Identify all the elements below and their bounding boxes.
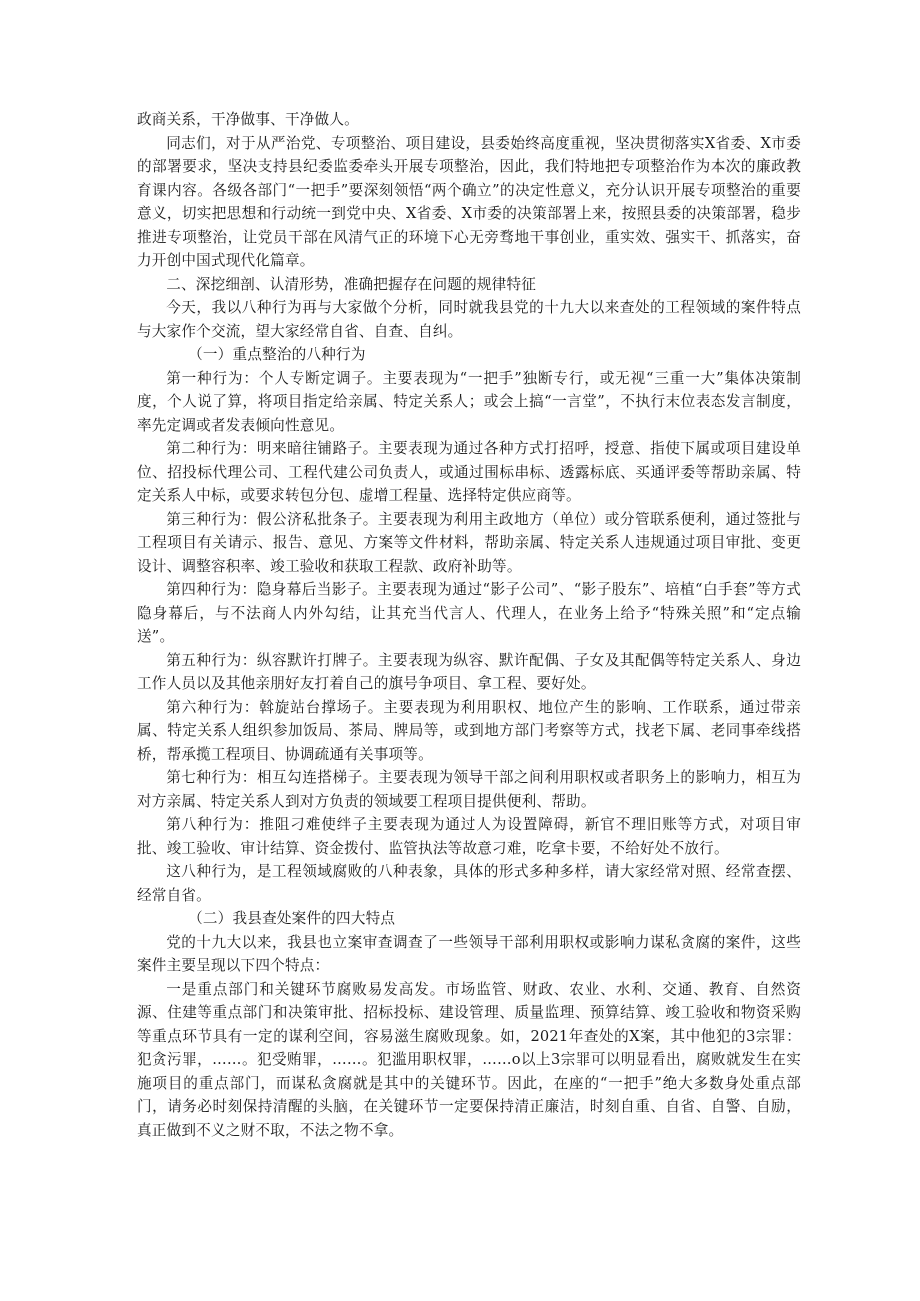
- subheading-eight-behaviors: （一）重点整治的八种行为: [188, 346, 366, 363]
- paragraph-feature-1: 一是重点部门和关键环节腐败易发高发。市场监管、财政、农业、水利、交通、教育、自然资源、住建等重点部门和决策审批、招标投标、建设管理、质量监理、预算结算、竣工验收和物资采购等重点环节具有一定的谋利空间，容易滋生腐败现象。如，2021年查处的X案，其中他犯的3宗罪：犯贪污罪，……。犯受贿罪，……。犯滥用职权罪，……o以上3宗罪可以明显看出，腐败就发生在实施项目的重点部门，而谋私贪腐就是其中的关键环节。因此，在座的“一把手”绝大多数身处重点部门，请务必时刻保持清醒的头脑，在关键环节一定要保持清正廉洁，时刻自重、自省、自警、自励，真正做到不义之财不取，不法之物不拿。: [137, 980, 801, 1139]
- paragraph-today: 今天，我以八种行为再与大家做个分析，同时就我县党的十九大以来查处的工程领域的案件特点与大家作个交流，望大家经常自省、自查、自纠。: [137, 299, 801, 340]
- paragraph-comrades: 同志们，对于从严治党、专项整治、项目建设，县委始终高度重视，坚决贯彻落实X省委、X市委的部署要求，坚决支持县纪委监委牵头开展专项整治，因此，我们特地把专项整治作为本次的廉政教育课内容。各级各部门“一把手”要深刻领悟“两个确立”的决定性意义，充分认识开展专项整治的重要意义，切实把思想和行动统一到党中央、X省委、X市委的决策部署上来，按照县委的决策部署，稳步推进专项整治，让党员干部在风清气正的环境下心无旁骛地干事创业，重实效、强实干、抓落实，奋力开创中国式现代化篇章。: [137, 134, 801, 269]
- paragraph-intro-fragment: 政商关系，干净做事、干净做人。: [137, 111, 359, 128]
- section-heading-two: 二、深挖细剖、认清形势，准确把握存在问题的规律特征: [166, 275, 537, 293]
- document-page: [137, 108, 801, 1142]
- paragraph-behavior-3: 第三种行为：假公济私批条子。主要表现为利用主政地方（单位）或分管联系便利，通过签批与工程项目有关请示、报告、意见、方案等文件材料，帮助亲属、特定关系人违规通过项目审批、变更设计、调整容积率、竣工验收和获取工程款、政府补助等。: [137, 510, 801, 575]
- paragraph-behavior-1: 第一种行为：个人专断定调子。主要表现为“一把手”独断专行，或无视“三重一大”集体决策制度，个人说了算，将项目指定给亲属、特定关系人；或会上搞“一言堂”，不执行末位表态发言制度，率先定调或者发表倾向性意见。: [137, 369, 801, 434]
- paragraph-cases-intro: 党的十九大以来，我县也立案审查调查了一些领导干部利用职权或影响力谋私贪腐的案件，这些案件主要呈现以下四个特点：: [137, 933, 801, 974]
- subheading-four-features: （二）我县查处案件的四大特点: [188, 910, 396, 927]
- paragraph-eight-summary: 这八种行为，是工程领域腐败的八种表象，具体的形式多种多样，请大家经常对照、经常查摆、经常自省。: [137, 863, 801, 904]
- paragraph-behavior-7: 第七种行为：相互勾连搭梯子。主要表现为领导干部之间利用职权或者职务上的影响力，相互为对方亲属、特定关系人到对方负责的领域要工程项目提供便利、帮助。: [137, 769, 801, 810]
- paragraph-behavior-5: 第五种行为：纵容默许打牌子。主要表现为纵容、默许配偶、子女及其配偶等特定关系人、身边工作人员以及其他亲朋好友打着自己的旗号争项目、拿工程、要好处。: [137, 651, 801, 692]
- paragraph-behavior-6: 第六种行为：斡旋站台撑场子。主要表现为利用职权、地位产生的影响、工作联系，通过带亲属、特定关系人组织参加饭局、茶局、牌局等，或到地方部门考察等方式，找老下属、老同事牵线搭桥，帮承揽工程项目、协调疏通有关事项等。: [137, 698, 801, 763]
- paragraph-behavior-8: 第八种行为：推阻刁难使绊子主要表现为通过人为设置障碍，新官不理旧账等方式，对项目审批、竣工验收、审计结算、资金拨付、监管执法等故意刁难，吃拿卡要，不给好处不放行。: [137, 816, 801, 857]
- paragraph-behavior-4: 第四种行为：隐身幕后当影子。主要表现为通过“影子公司”、“影子股东”、培植“白手套”等方式隐身幕后，与不法商人内外勾结，让其充当代言人、代理人，在业务上给予“特殊关照”和“定点输送”。: [137, 581, 801, 645]
- paragraph-behavior-2: 第二种行为：明来暗往铺路子。主要表现为通过各种方式打招呼，授意、指使下属或项目建设单位、招投标代理公司、工程代建公司负责人，或通过围标串标、透露标底、买通评委等帮助亲属、特定关系人中标，或要求转包分包、虚增工程量、选择特定供应商等。: [137, 440, 801, 504]
